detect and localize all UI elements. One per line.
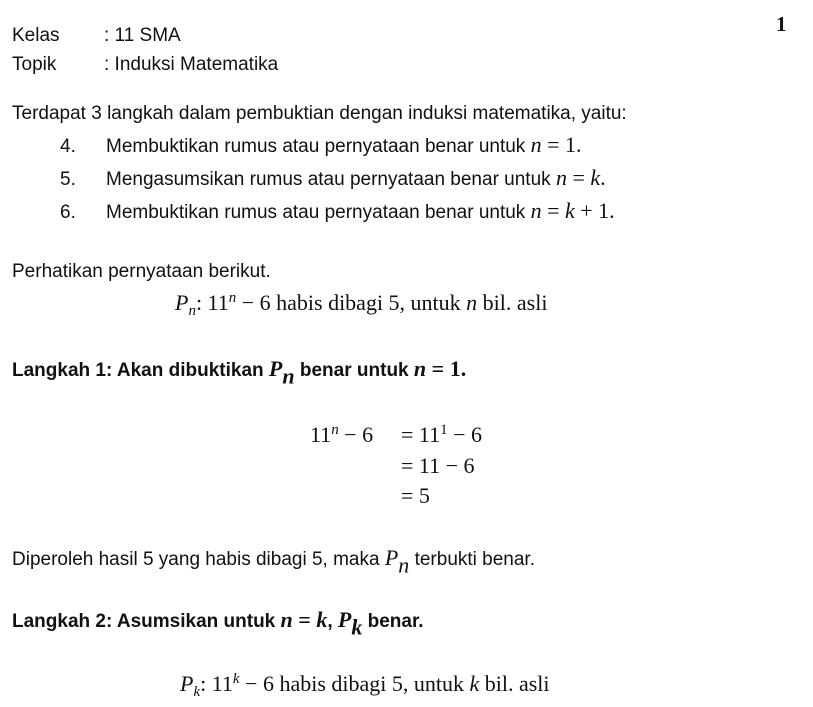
diperoleh-tail: terbukti benar.	[409, 549, 535, 570]
langkah1-prefix: Langkah 1: Akan dibuktikan	[12, 360, 269, 381]
perhatikan-text: Perhatikan pernyataan berikut.	[12, 261, 271, 282]
langkah2-var2: k	[316, 607, 328, 632]
langkah1-mid: benar untuk	[294, 360, 414, 381]
langkah2-p: P	[337, 607, 352, 632]
langkah2-tail: benar.	[362, 611, 424, 632]
eq-lhs-rest: − 6	[338, 422, 374, 447]
langkah2-heading	[12, 607, 424, 640]
kelas-value: : 11 SMA	[104, 25, 181, 46]
pk-tail: bil. asli	[479, 671, 550, 696]
pn-subscript: n	[188, 303, 196, 320]
diperoleh-text	[12, 545, 535, 578]
eq-line1-base: = 11	[401, 422, 441, 447]
step-cond-var2: k	[590, 165, 601, 190]
step-cond-mid: =	[541, 198, 565, 223]
diperoleh-p: P	[384, 545, 399, 570]
pn-symbol: P	[175, 290, 189, 315]
pn-var: n	[466, 290, 478, 315]
step-cond-mid: =	[566, 165, 591, 190]
pk-subscript: k	[193, 684, 201, 701]
step-cond-var: n	[530, 132, 542, 157]
pn-exponent: n	[228, 289, 237, 306]
step-text: Mengasumsikan rumus atau pernyataan benar untuk	[106, 169, 556, 190]
equation-lhs	[310, 421, 374, 447]
step-text: Membuktikan rumus atau pernyataan benar untuk	[106, 136, 531, 157]
pk-exponent: k	[232, 670, 240, 687]
step-item	[60, 200, 615, 222]
langkah1-var: n	[413, 356, 427, 381]
langkah1-p: P	[268, 356, 283, 381]
pk-rest: − 6 habis dibagi 5, untuk	[239, 671, 470, 696]
statement-pk	[180, 670, 550, 701]
diperoleh-prefix: Diperoleh hasil 5 yang habis dibagi 5, maka	[12, 549, 385, 570]
statement-pn	[175, 289, 548, 320]
langkah1-tail: = 1.	[426, 356, 467, 381]
equation-line-2: = 11 − 6	[401, 453, 475, 478]
page-number: 1	[776, 12, 787, 36]
eq-lhs-base: 11	[310, 422, 332, 447]
step-cond-rest: = 1.	[541, 132, 582, 157]
equation-line-3: = 5	[401, 483, 430, 508]
pk-var: k	[469, 671, 480, 696]
topik-label: Topik	[12, 54, 57, 75]
intro-text: Terdapat 3 langkah dalam pembuktian dengan induksi matematika, yaitu:	[12, 103, 627, 124]
pn-colon: : 11	[195, 290, 229, 315]
step-cond-var: n	[555, 165, 567, 190]
pk-symbol: P	[180, 671, 194, 696]
langkah1-heading	[12, 356, 467, 389]
langkah2-var: n	[280, 607, 293, 632]
pk-colon: : 11	[200, 671, 233, 696]
pn-rest: − 6 habis dibagi 5, untuk	[236, 290, 467, 315]
langkah2-eq: =	[292, 607, 317, 632]
langkah2-comma: ,	[327, 611, 338, 632]
meta-topik	[12, 55, 278, 74]
step-item	[60, 167, 606, 189]
kelas-label: Kelas	[12, 25, 60, 46]
eq-lhs-exponent: n	[331, 421, 339, 438]
langkah1-sub: n	[282, 363, 295, 389]
step-number: 4.	[60, 136, 76, 157]
step-cond-var2: k	[565, 198, 575, 223]
step-item	[60, 134, 582, 156]
langkah2-sub: k	[351, 614, 363, 640]
eq-line1-rest: − 6	[447, 422, 482, 447]
meta-kelas	[12, 26, 181, 45]
topik-value: : Induksi Matematika	[104, 54, 279, 75]
step-cond-rest: .	[600, 165, 606, 190]
step-cond-var: n	[530, 198, 542, 223]
langkah2-prefix: Langkah 2: Asumsikan untuk	[12, 611, 281, 632]
step-number: 5.	[60, 169, 76, 190]
pn-tail: bil. asli	[477, 290, 548, 315]
step-number: 6.	[60, 202, 76, 223]
equation-line-1	[401, 421, 482, 447]
step-text: Membuktikan rumus atau pernyataan benar untuk	[106, 202, 531, 223]
diperoleh-sub: n	[398, 552, 410, 578]
step-cond-rest: + 1.	[574, 198, 615, 223]
eq-line1-exponent: 1	[440, 421, 448, 438]
